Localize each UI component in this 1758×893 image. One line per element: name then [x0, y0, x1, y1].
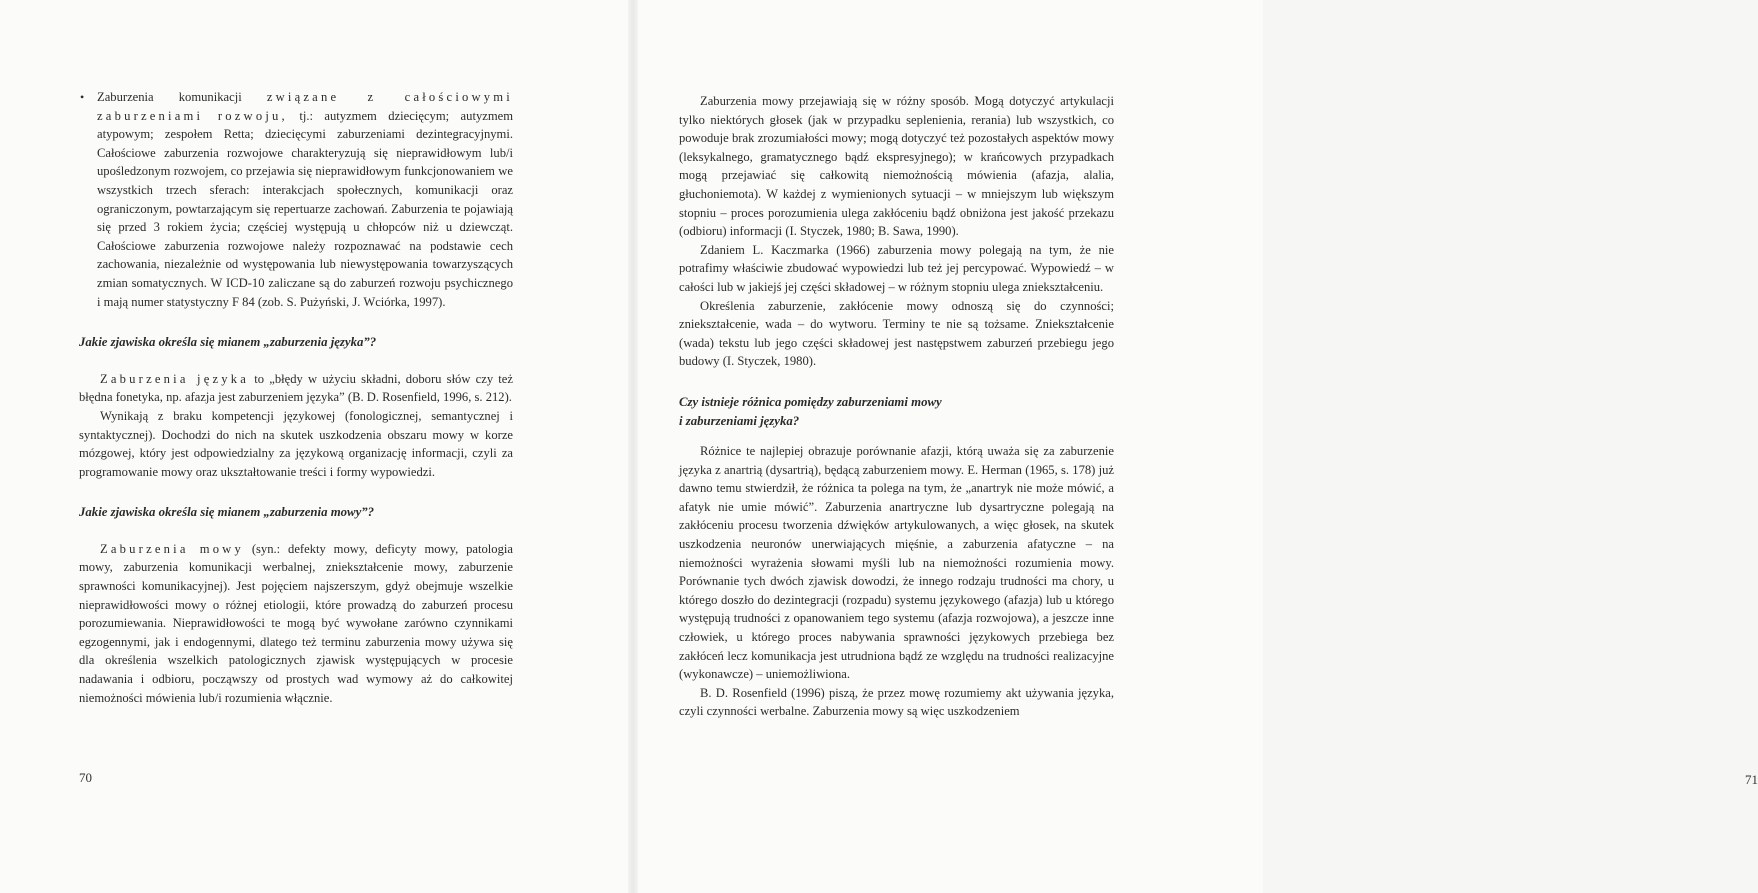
bullet-text: tj.: autyzmem dziecięcym; autyzmem atypowym; zespołem Retta; dziecięcymi zaburzeniami dezintegracyjnymi. Całościowe zaburzenia rozwojowe charakteryzują się nieprawidłowym lub/i upośledzonym rozwojem, co przejawia się nieprawidłowym funkcjonowaniem we wszystkich trzech sferach: interakcjach społecznych, komunikacji oraz ograniczonym, powtarzającym się repertuarze zachowań. Zaburzenia te pojawiają się przed 3 rokiem życia; częściej występują u chłopców niż u dziewcząt. Całościowe zaburzenia rozwojowe należy rozpoznawać na podstawie cech zachowania, niezależnie od występowania lub niewystępowania towarzyszących zmian somatycznych. W ICD-10 zaliczane są do zaburzeń rozwoju psychicznego i mają numer statystyczny F 84 (zob. S. Pużyński, J. Wciórka, 1997).	[97, 108, 514, 309]
right-text-column	[679, 92, 1114, 721]
left-page	[0, 0, 628, 893]
bullet-lead: Zaburzenia komunikacji	[97, 90, 267, 104]
paragraph-language-disorders-causes: Wynikają z braku kompetencji językowej (fonologicznej, semantycznej i syntaktycznej). Dochodzi do nich na skutek uszkodzenia obszaru mowy w korze mózgowej, który jest odpowiedzialny za językową organizację informacji, czyli za programowanie mowy oraz ukształtowanie treści i formy wypowiedzi.	[79, 408, 513, 479]
left-text-column	[79, 88, 513, 707]
paragraph-speech-disorders-definition	[79, 540, 513, 707]
spaced-term-speech: Zaburzenia mowy	[100, 541, 244, 556]
paragraph-language-disorders-definition	[79, 370, 513, 407]
book-gutter	[628, 0, 638, 893]
section-heading-difference	[679, 393, 1114, 430]
bullet-marker: •	[80, 90, 85, 104]
section-heading-language-disorders: Jakie zjawiska określa się mianem „zaburzenia języka”?	[79, 335, 377, 350]
paragraph-rosenfield: B. D. Rosenfield (1996) piszą, że przez mowę rozumiemy akt używania języka, czyli czynności werbalne. Zaburzenia mowy są więc uszkodzeniem	[679, 685, 1114, 719]
section-heading-speech-disorders: Jakie zjawiska określa się mianem „zaburzenia mowy”?	[79, 505, 375, 520]
heading-line-2: i zaburzeniami języka?	[679, 413, 800, 428]
bullet-paragraph	[79, 88, 513, 311]
page-number-right: 71	[1745, 772, 1758, 787]
bullet-spaced-term: związane z całościowymi zaburzeniami rozwoju,	[97, 90, 514, 123]
right-page	[638, 0, 1758, 893]
heading-line-1: Czy istnieje różnica pomiędzy zaburzeniami mowy	[679, 394, 942, 409]
spaced-term-language: Zaburzenia języka	[100, 371, 250, 386]
paragraph-kaczmarek: Zdaniem L. Kaczmarka (1966) zaburzenia mowy polegają na tym, że nie potrafimy właściwie zbudować wypowiedzi lub też jej percypować. Wypowiedź – w całości lub w jakiejś jej części składowej – w różnym stopniu ulega zniekształceniu.	[679, 242, 1114, 294]
paragraph-terminology: Określenia zaburzenie, zakłócenie mowy odnoszą się do czynności; zniekształcenie, wada – do wytworu. Terminy te nie są tożsame. Zniekształcenie (wada) tekstu lub jego części składowej jest następstwem zaburzeń przebiegu jego budowy (I. Styczek, 1980).	[679, 298, 1114, 369]
definition-text: to „błędy w użyciu składni, doboru słów czy też błędna fonetyka, np. afazja jest zaburzeniem języka” (B. D. Rosenfield, 1996, s. 212).	[79, 371, 513, 405]
paragraph-aphasia-anarthria: Różnice te najlepiej obrazuje porównanie afazji, którą uważa się za zaburzenie języka z anartrią (dysartrią), będącą zaburzeniem mowy. E. Herman (1965, s. 178) już dawno temu stwierdził, że różnica ta polega na tym, że „anartryk nie może mówić, a afatyk nie umie mówić”. Zaburzenia anartryczne lub dysartryczne polegają na zakłóceniu procesu tworzenia dźwięków artykulowanych, a więc głosek, na skutek uszkodzenia neuronów unerwiających mięśnie, a zaburzenia afatyczne – na niemożności wyrażenia słowami myśli lub na niemożności rozumienia mowy. Porównanie tych dwóch zjawisk dowodzi, że innego rodzaju trudności ma chory, u którego doszło do dezintegracji (rozpadu) systemu językowego (afazja) lub u którego występują trudności z opanowaniem tego systemu (afazja rozwojowa), a jeszcze inne człowiek, u którego proces nabywania sprawności językowych przebiega bez zakłóceń lecz komunikacja jest utrudniona bądź ze względu na trudności realizacyjne (wykonawcze) – uniemożliwiona.	[679, 444, 1114, 682]
paragraph-speech-manifestations: Zaburzenia mowy przejawiają się w różny sposób. Mogą dotyczyć artykulacji tylko niektórych głosek (jak w przypadku seplenienia, rerania) lub wszystkich, co powoduje brak zrozumiałości mowy; mogą dotyczyć też pozostałych aspektów mowy (leksykalnego, gramatycznego bądź ekspresyjnego); w krańcowych przypadkach mogą przejawiać się całkowitą niemożnością mówienia (afazja, alalia, głuchoniemota). W każdej z wymienionych sytuacji – w mniejszym lub większym stopniu – proces porozumienia ulega zakłóceniu bądź obniżona jest jakość przekazu (odbioru) informacji (I. Styczek, 1980; B. Sawa, 1990).	[679, 94, 1114, 239]
definition-text: (syn.: defekty mowy, deficyty mowy, patologia mowy, zaburzenia komunikacji werbalnej, zniekształcenie mowy, zaburzenie sprawności komunikacyjnej). Jest pojęciem najszerszym, gdyż obejmuje wszelkie nieprawidłowości mowy o różnej etiologii, które prowadzą do zaburzeń procesu porozumiewania. Nieprawidłowości te mogą być wywołane zarówno czynnikami egzogennymi, jak i endogennymi, dlatego też terminu zaburzenia mowy używa się dla określenia wszelkich patologicznych zjawisk występujących w procesie nadawania i odbioru, począwszy od prostych wad wymowy aż do całkowitej niemożności mówienia lub/i rozumienia włącznie.	[79, 541, 513, 705]
page-number-left: 70	[79, 770, 92, 785]
